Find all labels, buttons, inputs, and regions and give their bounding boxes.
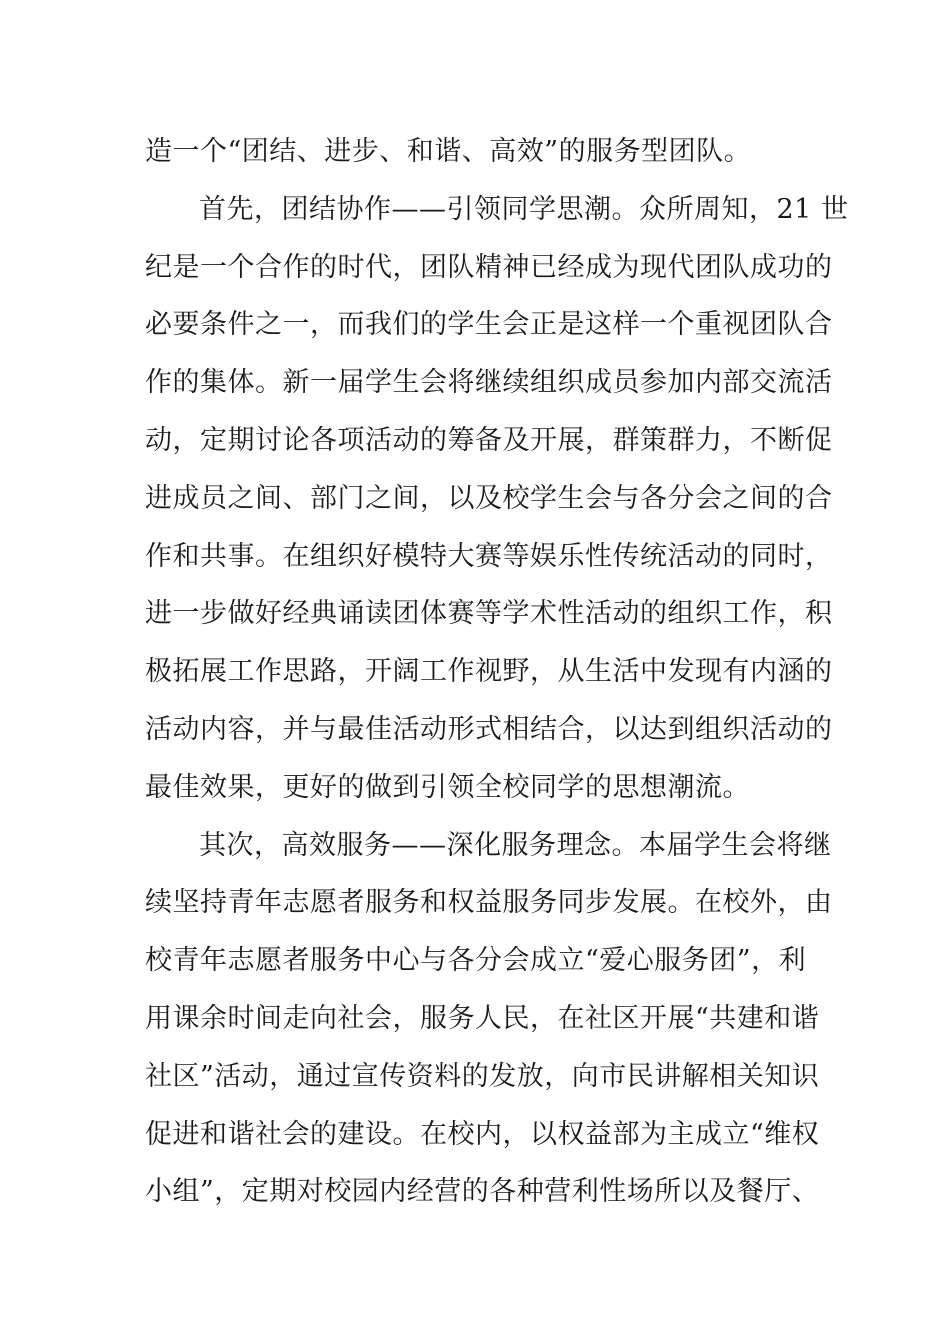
text-line: 纪是一个合作的时代，团队精神已经成为现代团队成功的: [145, 251, 833, 283]
text-line: 动，定期讨论各项活动的筹备及开展，群策群力，不断促: [145, 424, 833, 456]
text-line: 小组”，定期对校园内经营的各种营利性场所以及餐厅、: [145, 1176, 820, 1208]
text-line: 最佳效果，更好的做到引领全校同学的思想潮流。: [145, 771, 750, 803]
text-line: 校青年志愿者服务中心与各分会成立“爱心服务团”，利: [145, 945, 807, 977]
text-line: 作和共事。在组织好模特大赛等娱乐性传统活动的同时，: [145, 540, 833, 572]
text-line: 用课余时间走向社会，服务人民，在社区开展“共建和谐: [145, 1002, 820, 1034]
text-line: 促进和谐社会的建设。在校内，以权益部为主成立“维权: [145, 1118, 820, 1150]
text-line: 活动内容，并与最佳活动形式相结合，以达到组织活动的: [145, 713, 833, 745]
text-line: 造一个“团结、进步、和谐、高效”的服务型团队。: [145, 136, 752, 167]
text-line: 进一步做好经典诵读团体赛等学术性活动的组织工作，积: [145, 598, 833, 630]
text-line: 进成员之间、部门之间，以及校学生会与各分会之间的合: [145, 482, 833, 514]
text-line: 必要条件之一，而我们的学生会正是这样一个重视团队合: [145, 309, 833, 341]
text-line: 极拓展工作思路，开阔工作视野，从生活中发现有内涵的: [145, 656, 833, 688]
body-text: [145, 123, 849, 1221]
text-line: 社区”活动，通过宣传资料的发放，向市民讲解相关知识: [145, 1060, 820, 1092]
text-line: 作的集体。新一届学生会将继续组织成员参加内部交流活: [145, 367, 833, 399]
text-line: 续坚持青年志愿者服务和权益服务同步发展。在校外，由: [145, 887, 833, 919]
paragraph-first-line: 首先，团结协作——引领同学思潮。众所周知，21 世: [199, 193, 849, 225]
paragraph-first-line: 其次，高效服务——深化服务理念。本届学生会将继: [199, 829, 832, 861]
